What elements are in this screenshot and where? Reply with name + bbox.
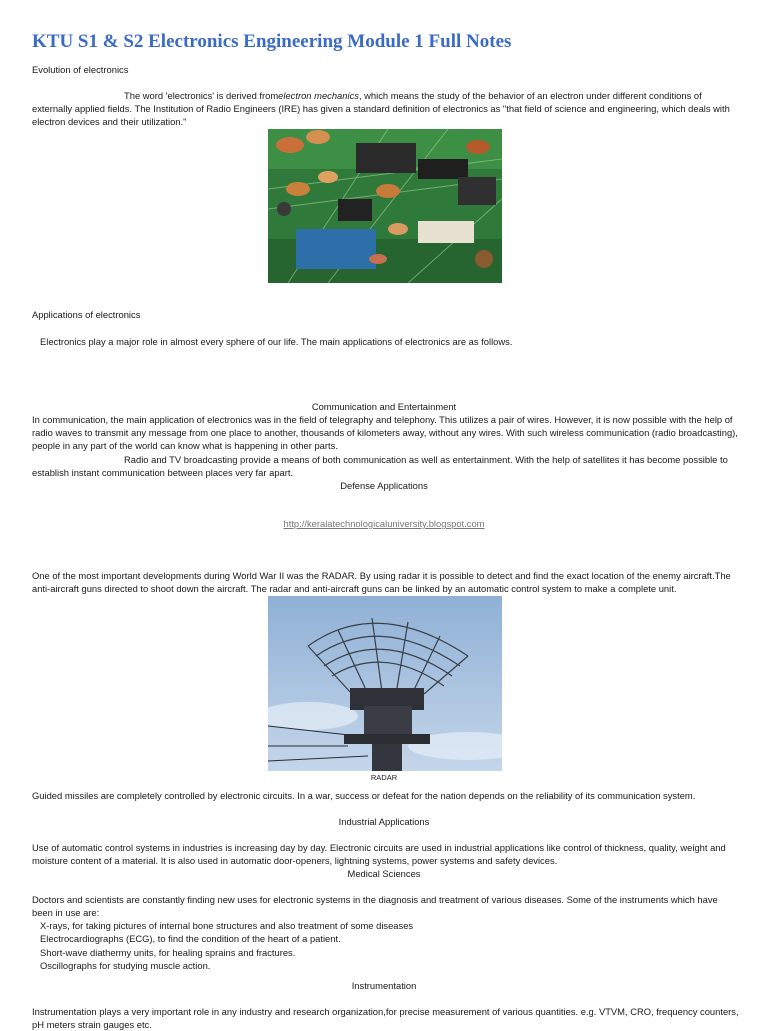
medical-paragraph: Doctors and scientists are constantly finding new uses for electronic systems in the diagnosis and treatment of various diseases. Some of the instruments which have been in use are:	[32, 894, 718, 918]
list-item: Short-wave diathermy units, for healing sprains and fractures.	[40, 946, 296, 958]
evolution-text-start: The word 'electronics' is derived from	[124, 90, 279, 101]
circuit-board-image	[268, 129, 502, 283]
missiles-paragraph: Guided missiles are completely controlled by electronic circuits. In a war, success or defeat for the nation depends on the reliability of its communication system.	[32, 790, 696, 801]
list-item: Electrocardiographs (ECG), to find the condition of the heart of a patient.	[40, 933, 341, 945]
list-item: Oscillographs for studying muscle action.	[40, 959, 211, 971]
medical-heading: Medical Sciences	[347, 868, 421, 879]
blog-link[interactable]: http://keralatechnologicaluniversity.blogspot.com	[283, 518, 485, 529]
instrumentation-heading: Instrumentation	[351, 980, 417, 991]
page-title: KTU S1 & S2 Electronics Engineering Module 1 Full Notes	[32, 31, 512, 52]
evolution-paragraph	[32, 89, 740, 128]
industrial-heading: Industrial Applications	[338, 816, 430, 827]
communication-heading: Communication and Entertainment	[311, 401, 457, 412]
evolution-text-end: , which means the study of the behavior of an electron under different conditions of externally applied fields. The Institution of Radio Engineers (IRE) has given a standard definition of electronics as "that field of science and engineering, which deals with electron devices and their utilization."	[32, 90, 730, 127]
industrial-paragraph: Use of automatic control systems in industries is increasing day by day. Electronic circuits are used in industrial applications like control of thickness, quality, weight and moisture content of a material. It is also used in automatic door-openers, lightning systems, power systems and safety devices.	[32, 842, 726, 866]
radar-image	[268, 596, 502, 771]
instrumentation-paragraph: Instrumentation plays a very important role in any industry and research organization,for precise measurement of various quantities. e.g. VTVM, CRO, frequency counters, pH meters strain gauges etc.	[32, 1006, 739, 1030]
broadcasting-paragraph: Radio and TV broadcasting provide a means of both communication as well as entertainment. With the help of satellites it has become possible to establish instant communication between places very far apart.	[32, 454, 728, 478]
defense-paragraph: One of the most important developments during World War II was the RADAR. By using radar it is possible to detect and find the exact location of the enemy aircraft.The anti-aircraft guns directed to shoot down the aircraft. The radar and anti-aircraft guns can be linked by an automatic control system to make a complete unit.	[32, 570, 731, 594]
medical-instruments-list	[40, 919, 413, 972]
evolution-heading: Evolution of electronics	[32, 64, 129, 75]
defense-heading: Defense Applications	[340, 480, 428, 491]
list-item: X-rays, for taking pictures of internal bone structures and also treatment of some diseases	[40, 920, 414, 931]
radar-caption: RADAR	[370, 773, 398, 782]
applications-paragraph: Electronics play a major role in almost every sphere of our life. The main applications of electronics are as follows.	[40, 336, 513, 347]
communication-paragraph: In communication, the main application of electronics was in the field of telegraphy and telephony. This utilizes a pair of wires. However, it is now possible with the help of radio waves to transmit any message from one place to another, thousands of kilometers away, without any wires. With such wireless communication (radio broadcasting), people in any part of the world can know what is happening in other parts.	[32, 414, 738, 451]
evolution-text-italic: electron mechanics	[278, 90, 359, 101]
applications-heading: Applications of electronics	[32, 309, 141, 320]
